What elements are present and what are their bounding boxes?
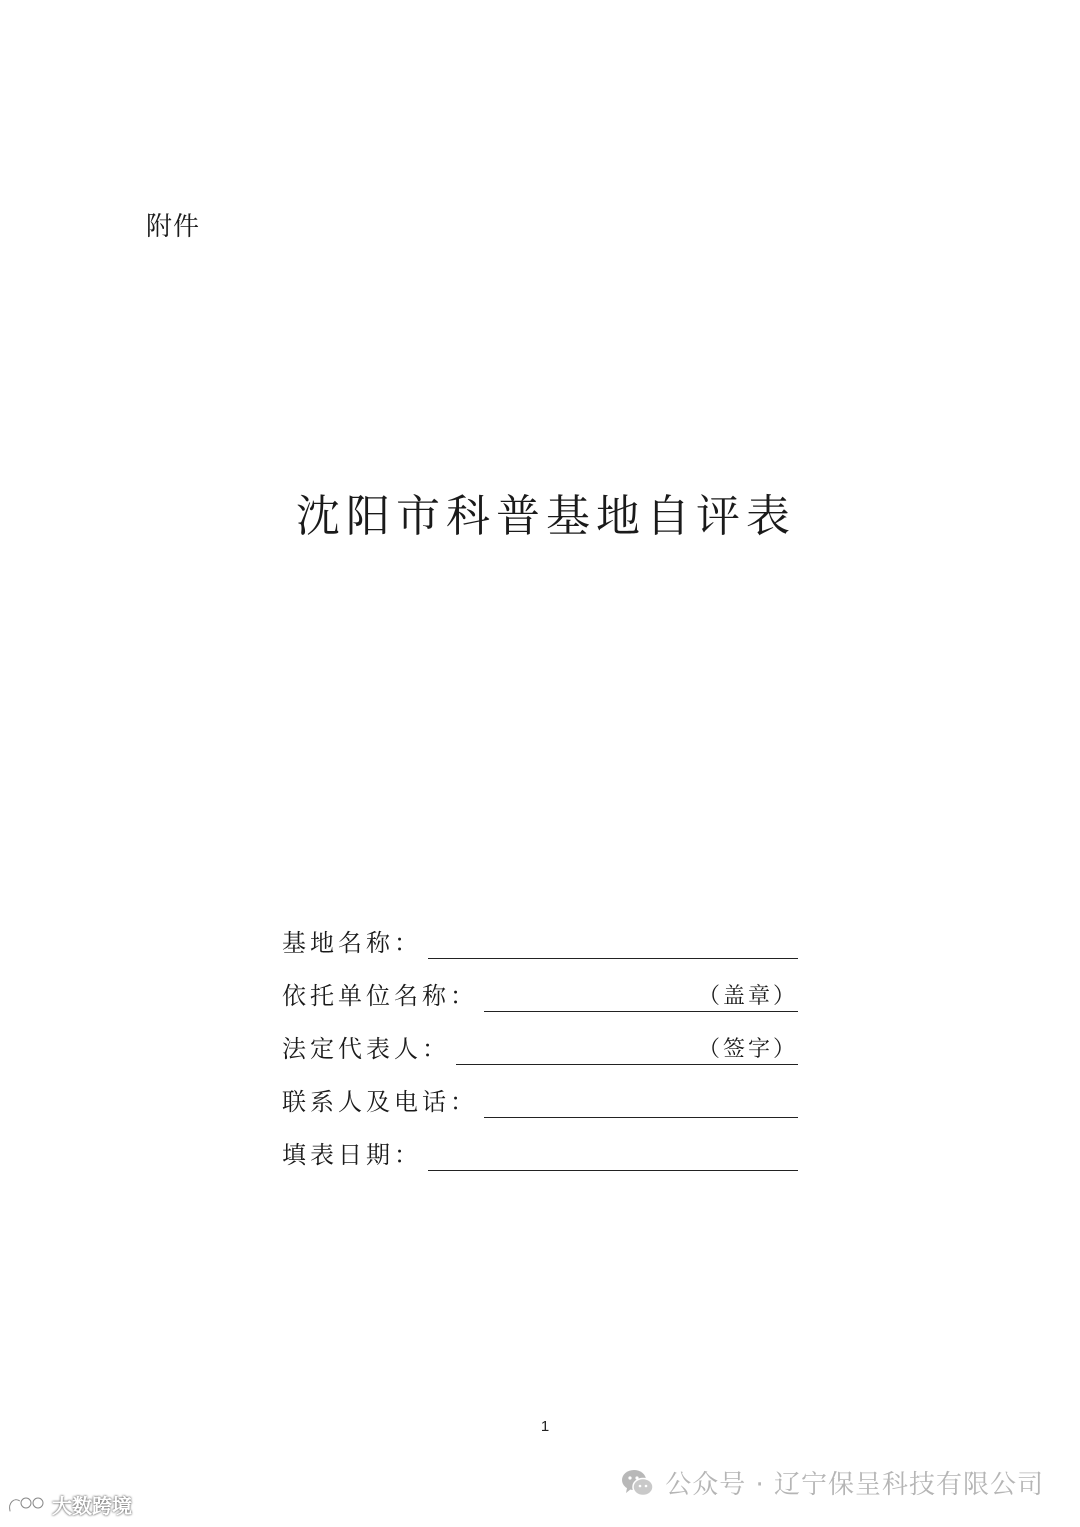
document-title: 沈阳市科普基地自评表 [296, 491, 796, 542]
watermark-brand-text: 大数跨境 [52, 1494, 132, 1518]
seal-note: （盖章） [697, 984, 798, 1009]
form-row-legal-rep [282, 1012, 802, 1065]
fill-date-blank-line [428, 1140, 798, 1171]
form-row-contact [282, 1065, 802, 1118]
watermark-official-account [621, 1464, 1044, 1501]
attachment-label: 附件 [146, 212, 201, 242]
host-unit-blank-line [484, 981, 798, 1012]
form-row-host-unit [282, 959, 802, 1012]
form-row-base-name [282, 906, 802, 959]
signature-form [282, 906, 802, 1171]
wechat-icon [621, 1468, 655, 1498]
watermark-official-account-text: 公众号 · 辽宁保呈科技有限公司 [665, 1470, 1044, 1500]
form-row-fill-date [282, 1118, 802, 1171]
contact-label: 联系人及电话： [282, 1088, 478, 1116]
fill-date-label: 填表日期： [282, 1141, 422, 1169]
signature-note: （签字） [697, 1037, 798, 1062]
host-unit-label: 依托单位名称： [282, 982, 478, 1010]
base-name-label: 基地名称： [282, 929, 422, 957]
base-name-blank-line [428, 928, 798, 959]
page-number: 1 [540, 1418, 550, 1435]
legal-rep-label: 法定代表人： [282, 1035, 450, 1063]
watermark-logo-icon [6, 1493, 48, 1517]
watermark-brand [6, 1490, 132, 1519]
legal-rep-blank-line [456, 1034, 798, 1065]
contact-blank-line [484, 1087, 798, 1118]
